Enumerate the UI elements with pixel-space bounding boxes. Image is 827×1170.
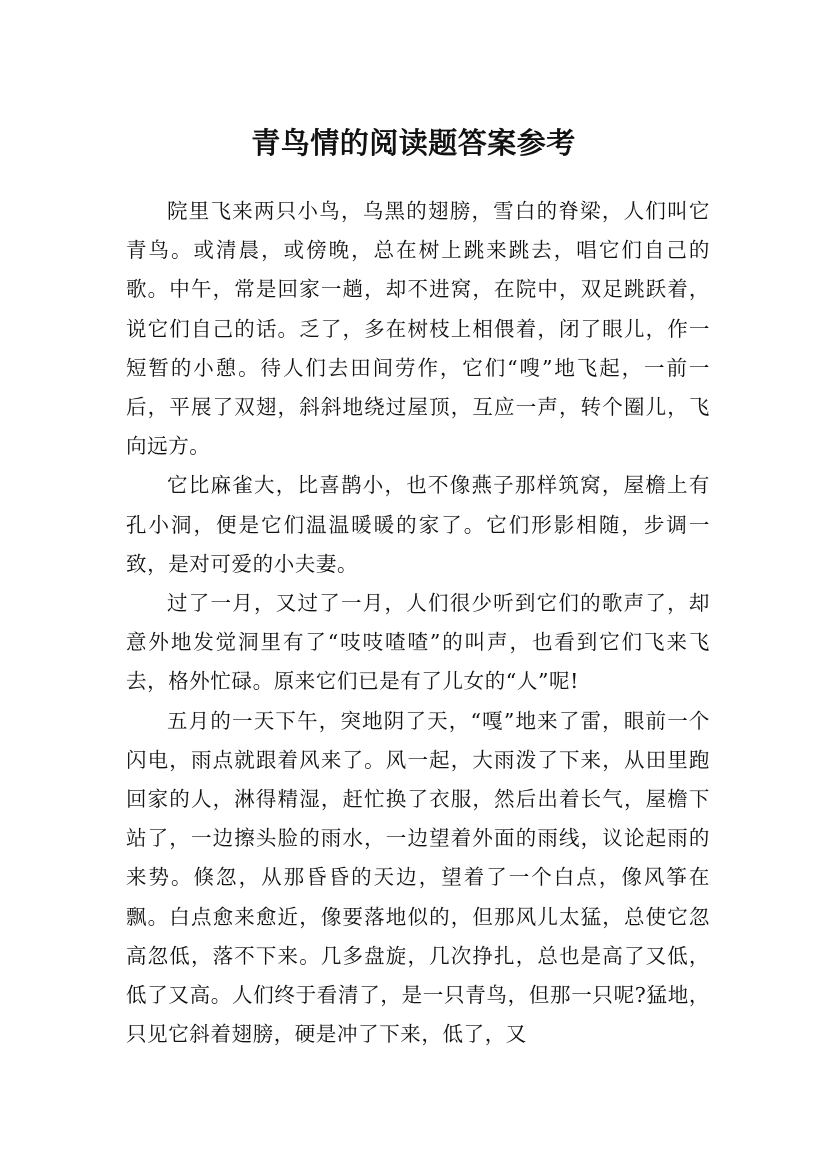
paragraph-2: 它比麻雀大，比喜鹊小，也不像燕子那样筑窝，屋檐上有孔小洞，便是它们温温暖暖的家了。它们形影相随，步调一致，是对可爱的小夫妻。 — [126, 473, 710, 576]
paragraph-4: 五月的一天下午，突地阴了天，“嘎”地来了雷，眼前一个闪电，雨点就跟着风来了。风一起，大雨泼了下来，从田里跑回家的人，淋得精湿，赶忙换了衣服，然后出着长气，屋檐下站了，一边擦头脸的雨水，一边望着外面的雨线，议论起雨的来势。倏忽，从那昏昏的天边，望着了一个白点，像风筝在飘。白点愈来愈近，像要落地似的，但那风儿太猛，总使它忽高忽低，落不下来。几多盘旋，几次挣扎，总也是高了又低，低了又高。人们终于看清了，是一只青鸟，但那一只呢?猛地，只见它斜着翅膀，硬是冲了下来，低了，又 — [126, 708, 710, 1047]
paragraph-3: 过了一月，又过了一月，人们很少听到它们的歌声了，却意外地发觉洞里有了“吱吱喳喳”的叫声，也看到它们飞来飞去，格外忙碌。原来它们已是有了儿女的“人”呢! — [126, 591, 710, 694]
paragraph-1: 院里飞来两只小鸟，乌黑的翅膀，雪白的脊梁，人们叫它青鸟。或清晨，或傍晚，总在树上跳来跳去，唱它们自己的歌。中午，常是回家一趟，却不进窝，在院中，双足跳跃着，说它们自己的话。乏了，多在树枝上相偎着，闭了眼儿，作一短暂的小憩。待人们去田间劳作，它们“嗖”地飞起，一前一后，平展了双翅，斜斜地绕过屋顶，互应一声，转个圈儿，飞向远方。 — [126, 199, 710, 459]
document-body — [126, 192, 710, 1054]
document-title: 青鸟情的阅读题答案参考 — [251, 126, 576, 161]
